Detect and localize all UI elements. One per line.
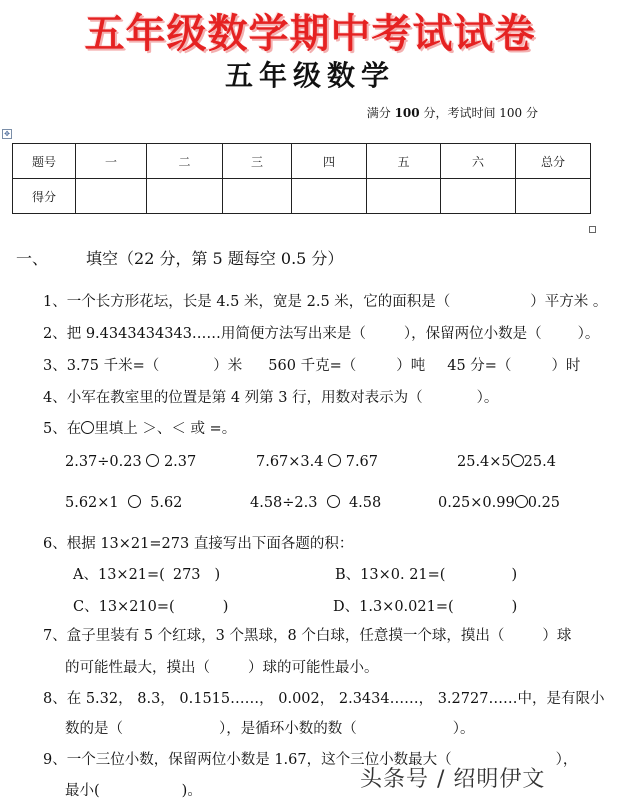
exam-subtitle: 五年级数学 — [224, 59, 395, 92]
question-6: 6、根据 13×21=273 直接写出下面各题的积： — [43, 536, 354, 552]
table-resize-handle[interactable] — [589, 226, 596, 233]
table-cell: 一 — [76, 144, 147, 179]
question-9-line-2: 最小( )。 — [65, 783, 202, 799]
table-cell: 总分 — [516, 144, 591, 179]
question-7: 7、盒子里装有 5 个红球，3 个黑球，8 个白球，任意摸一个球，摸出（ ）球 — [43, 628, 572, 644]
score-table — [12, 143, 591, 214]
compare-circle-icon — [128, 495, 141, 508]
compare-circle-icon — [327, 495, 340, 508]
table-cell — [441, 179, 516, 214]
table-cell — [292, 179, 367, 214]
question-2: 2、把 9.4343434343……用简便方法写出来是（ ），保留两位小数是（ ）。 — [43, 326, 600, 342]
compare-circle-icon — [146, 454, 159, 467]
table-cell: 题号 — [13, 144, 76, 179]
question-6-d: D、1.3×0.021=( ) — [333, 599, 518, 615]
question-8: 8、在 5.32， 8.3， 0.1515……， 0.002， 2.3434……， 3.2727……中，是有限小 — [43, 691, 605, 707]
compare-item: 25.4×5 25.4 — [457, 454, 556, 470]
score-table-score-row — [13, 179, 591, 214]
table-cell: 五 — [367, 144, 441, 179]
compare-item: 4.58÷2.3 4.58 — [250, 495, 382, 511]
compare-item: 0.25×0.99 0.25 — [438, 495, 561, 511]
table-cell — [516, 179, 591, 214]
compare-circle-icon — [328, 454, 341, 467]
question-9: 9、一个三位小数，保留两位小数是 1.67，这个三位小数最大（ ）， — [43, 752, 578, 768]
table-cell: 三 — [223, 144, 292, 179]
compare-item: 5.62×1 5.62 — [65, 495, 183, 511]
table-cell: 四 — [292, 144, 367, 179]
question-6-a: A、13×21=( 273 ) — [73, 567, 221, 583]
compare-item: 2.37÷0.23 2.37 — [65, 454, 197, 470]
question-3: 3、3.75 千米=（ ）米 560 千克=（ ）吨 45 分=（ ）时 — [43, 358, 581, 374]
watermark: 头条号 / 绍明伊文 — [360, 767, 546, 792]
table-move-handle-icon[interactable]: ✥ — [2, 129, 12, 139]
table-cell — [147, 179, 223, 214]
table-cell: 二 — [147, 144, 223, 179]
question-4: 4、小军在教室里的位置是第 4 列第 3 行，用数对表示为（ ）。 — [43, 390, 499, 406]
question-1: 1、一个长方形花坛，长是 4.5 米，宽是 2.5 米，它的面积是（ ）平方米 。 — [43, 294, 608, 310]
full-score-note: 满分 100 分，考试时间 100 分 — [366, 106, 538, 120]
question-6-c: C、13×210=( ) — [73, 599, 229, 615]
question-6-b: B、13×0. 21=( ) — [335, 567, 518, 583]
compare-item: 7.67×3.4 7.67 — [256, 454, 379, 470]
question-8-line-2: 数的是（ ），是循环小数的数（ ）。 — [65, 721, 475, 737]
compare-circle-icon — [515, 495, 528, 508]
table-cell: 六 — [441, 144, 516, 179]
compare-circle-icon — [511, 454, 524, 467]
score-table-header-row — [13, 144, 591, 179]
section-heading: 一、 填空（22 分，第 5 题每空 0.5 分） — [16, 249, 344, 268]
table-cell: 得分 — [13, 179, 76, 214]
question-7-line-2: 的可能性最大，摸出（ ）球的可能性最小。 — [65, 660, 379, 676]
banner-title: 五年级数学期中考试试卷 — [84, 11, 536, 57]
question-5: 5、在 里填上 ＞、＜ 或 =。 — [43, 421, 237, 437]
table-cell — [76, 179, 147, 214]
compare-circle-icon — [81, 421, 94, 434]
table-cell — [223, 179, 292, 214]
table-cell — [367, 179, 441, 214]
